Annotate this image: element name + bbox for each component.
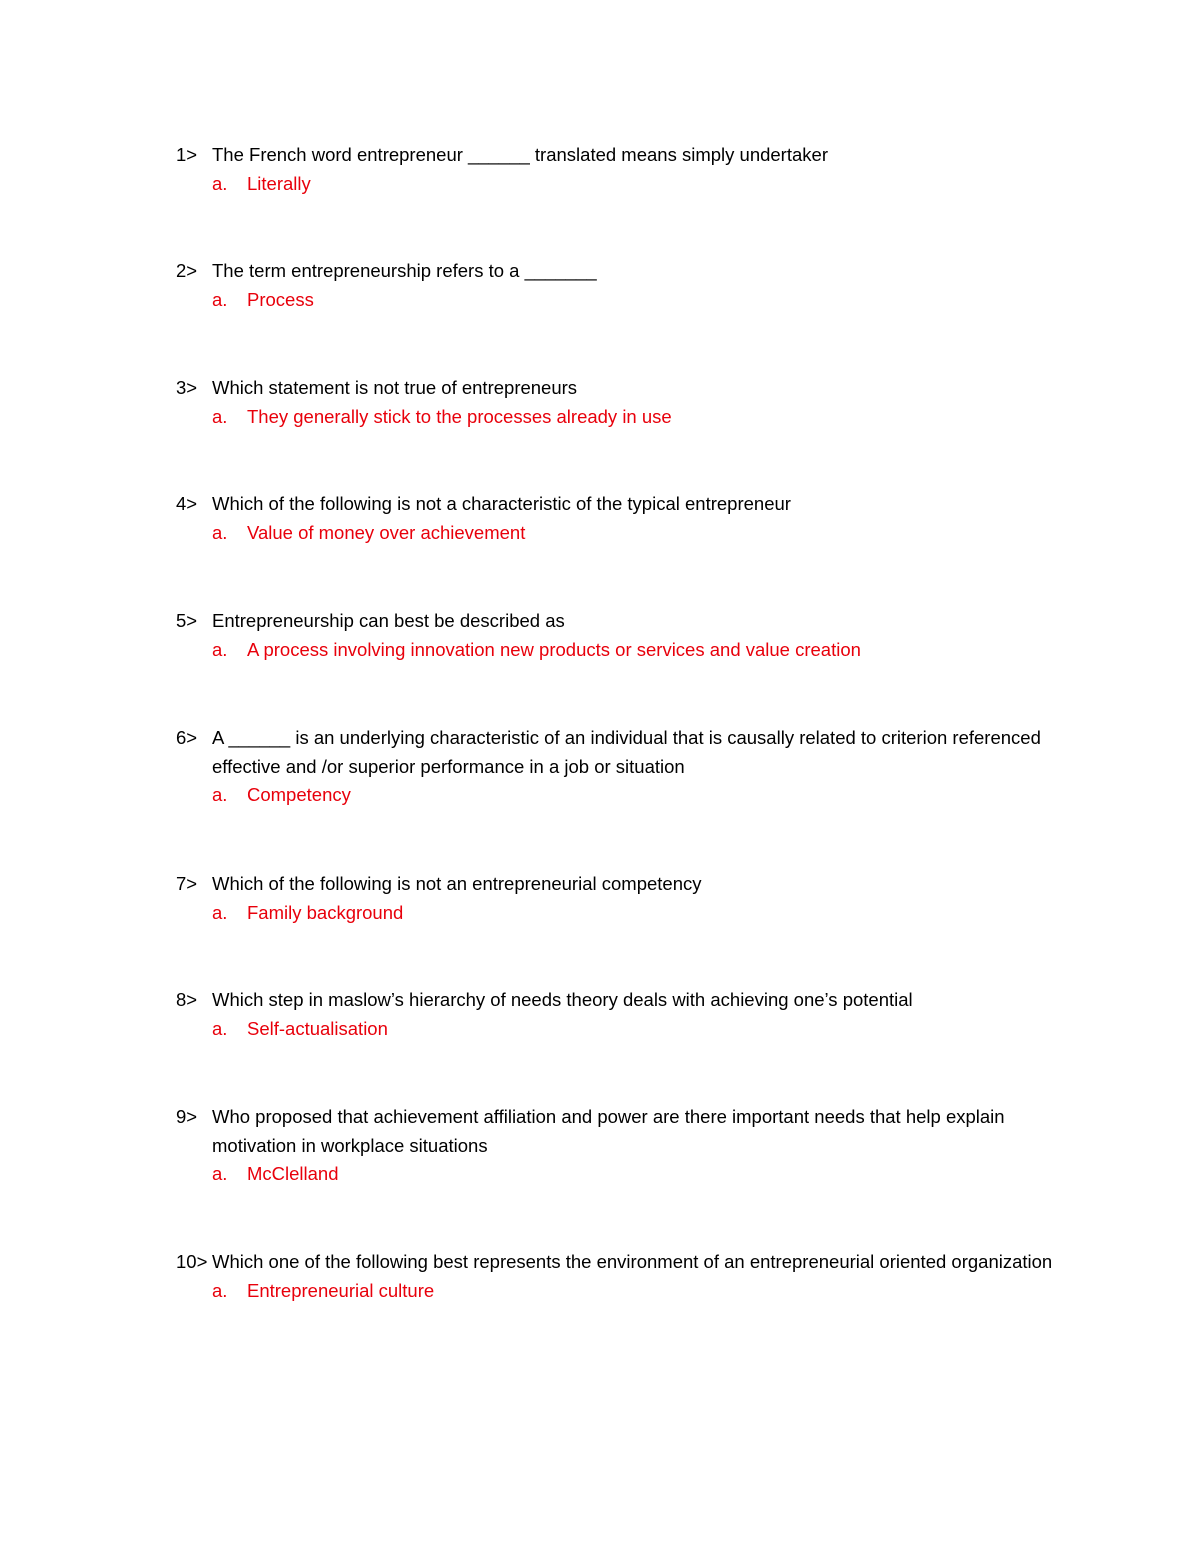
- question-number: 5>: [176, 610, 198, 631]
- answer-letter: a.: [212, 784, 228, 805]
- answer-text: Self-actualisation: [247, 1017, 388, 1039]
- answer-text: They generally stick to the processes already in use: [247, 405, 672, 427]
- question-text: Which of the following is not an entrepreneurial competency: [212, 873, 702, 894]
- question-text: Entrepreneurship can best be described as: [212, 610, 565, 631]
- question-number: 9>: [176, 1106, 198, 1127]
- answer-letter: a.: [212, 1279, 228, 1301]
- question-6: [176, 724, 1056, 810]
- answer-letter: a.: [212, 172, 228, 194]
- question-text: Which step in maslow’s hierarchy of needs theory deals with achieving one’s potential: [212, 989, 913, 1010]
- question-number: 1>: [176, 144, 198, 165]
- answer-text: Literally: [247, 172, 311, 194]
- answer-letter: a.: [212, 638, 228, 660]
- answer-text: Entrepreneurial culture: [247, 1279, 435, 1301]
- question-2: [176, 257, 1056, 314]
- question-3: [176, 374, 1056, 431]
- answer-letter: a.: [212, 1163, 228, 1184]
- answer-letter: a.: [212, 405, 228, 427]
- question-number: 4>: [176, 493, 198, 514]
- answer-text: Value of money over achievement: [247, 521, 526, 543]
- question-number: 7>: [176, 873, 198, 894]
- question-10: [176, 1248, 1056, 1305]
- question-5: [176, 607, 1056, 664]
- answer-text: Family background: [247, 901, 404, 923]
- question-8: [176, 986, 1056, 1043]
- question-number: 2>: [176, 260, 198, 281]
- answer-text: Competency: [247, 784, 351, 805]
- question-text: Which one of the following best represents the environment of an entrepreneurial oriented organization: [212, 1251, 1053, 1272]
- question-text: The term entrepreneurship refers to a _______: [212, 260, 597, 281]
- question-1: [176, 141, 1056, 198]
- answer-text: A process involving innovation new products or services and value creation: [247, 638, 861, 660]
- question-text: A ______ is an underlying characteristic of an individual that is causally related to criterion referenced effective and /or superior performance in a job or situation: [212, 727, 1041, 777]
- question-number: 10>: [176, 1251, 208, 1272]
- question-7: [176, 870, 1056, 927]
- question-text: Which of the following is not a characteristic of the typical entrepreneur: [212, 493, 791, 514]
- answer-letter: a.: [212, 521, 228, 543]
- question-number: 6>: [176, 727, 198, 748]
- question-text: The French word entrepreneur ______ translated means simply undertaker: [212, 144, 828, 165]
- question-4: [176, 490, 1056, 547]
- answer-letter: a.: [212, 901, 228, 923]
- answer-text: McClelland: [247, 1163, 339, 1184]
- question-text: Which statement is not true of entrepreneurs: [212, 377, 578, 398]
- answer-letter: a.: [212, 1017, 228, 1039]
- answer-text: Process: [247, 288, 314, 310]
- answer-letter: a.: [212, 288, 228, 310]
- question-text: Who proposed that achievement affiliation and power are there important needs that help explain motivation in workplace situations: [212, 1106, 1005, 1156]
- question-number: 3>: [176, 377, 198, 398]
- question-number: 8>: [176, 989, 198, 1010]
- question-9: [176, 1103, 1056, 1189]
